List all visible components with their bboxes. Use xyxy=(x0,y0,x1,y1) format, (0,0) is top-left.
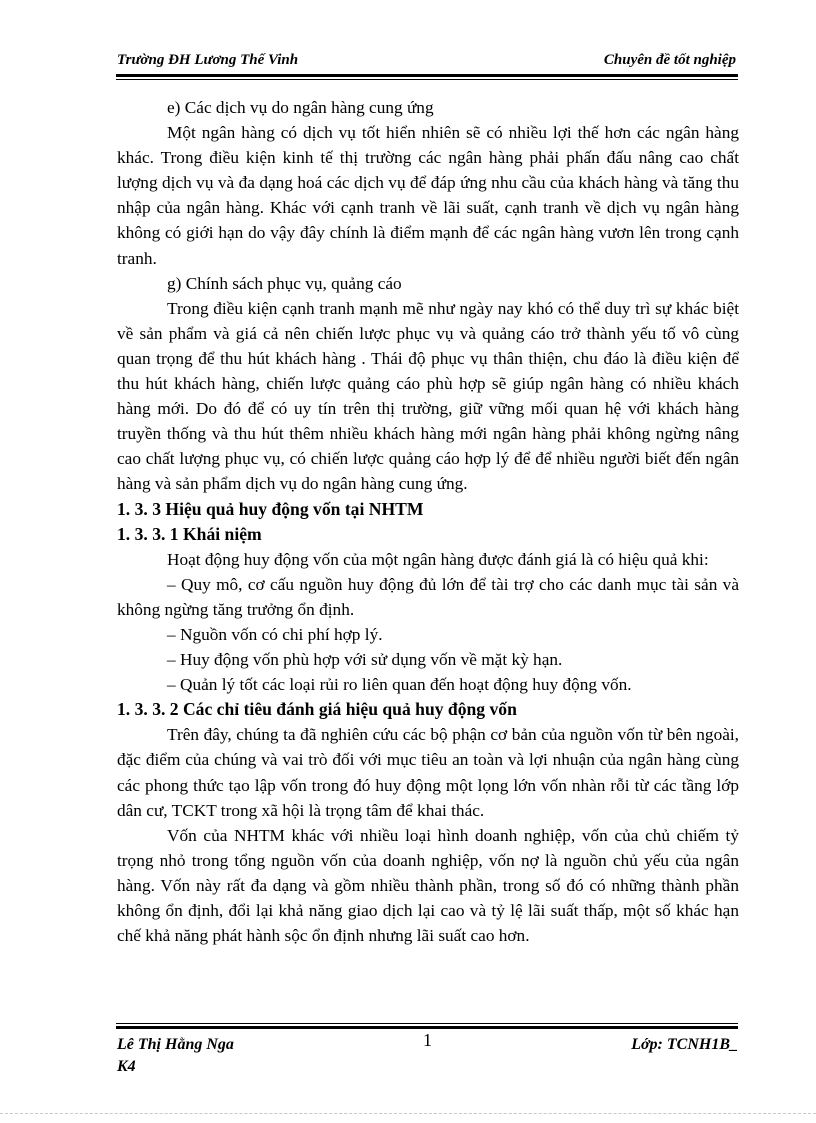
footer-author: Lê Thị Hằng Nga xyxy=(117,1036,234,1053)
header-rule-thick xyxy=(116,74,738,77)
document-body xyxy=(117,95,739,948)
page-number: 1 xyxy=(423,1030,432,1050)
footer-rule-thick xyxy=(116,1026,738,1029)
footer-class: Lớp: TCNH1B_ xyxy=(631,1036,738,1053)
section-heading-1-3-3: 1. 3. 3 Hiệu quả huy động vốn tại NHTM xyxy=(117,498,424,519)
header-school: Trường ĐH Lương Thế Vinh xyxy=(117,52,299,68)
page-break-line xyxy=(0,1113,816,1114)
footer-rule-thin xyxy=(116,1023,738,1024)
bullet-scale: – Quy mô, cơ cấu nguồn huy động đủ lớn để tài trợ cho các danh mục tài sản và không ngừng tăng trưởng ổn định. xyxy=(117,574,739,619)
page-header xyxy=(117,52,738,74)
header-rule-thin xyxy=(116,79,738,80)
bullet-risk: – Quản lý tốt các loại rủi ro liên quan đến hoạt động huy động vốn. xyxy=(167,675,632,695)
paragraph-service-policy: Trong điều kiện cạnh tranh mạnh mẽ như ngày nay khó có thể duy trì sự khác biệt về sản phẩm và giá cả nên chiến lược phục vụ và quảng cáo trở thành yếu tố vô cùng quan trọng để thu hút khách hàng . Thái độ phục vụ thân thiện, chu đáo là điều kiện để thu hút khách hàng, chiến lược quảng cáo phù hợp sẽ giúp ngân hàng có nhiều khách hàng mới. Do đó để có uy tín trên thị trường, giữ vững mối quan hệ với khách hàng truyền thống và thu hút thêm nhiều khách hàng mới ngân hàng phải không ngừng nâng cao chất lượng phục vụ, có chiến lược quảng cáo hợp lý để để nhiều người biết đến ngân hàng và sản phẩm dịch vụ do ngân hàng cung ứng. xyxy=(117,298,739,494)
paragraph-services: Một ngân hàng có dịch vụ tốt hiển nhiên sẽ có nhiều lợi thế hơn các ngân hàng khác. Trong điều kiện kinh tế thị trường các ngân hàng phải phấn đấu nâng cao chất lượng dịch vụ và đa dạng hoá các dịch vụ để đáp ứng nhu cầu của khách hàng và tăng thu nhập của ngân hàng. Khác với cạnh tranh về lãi suất, cạnh tranh về dịch vụ ngân hàng không có giới hạn do vậy đây chính là điểm mạnh để các ngân hàng vươn lên trong cạnh tranh. xyxy=(117,123,739,268)
paragraph-capital: Vốn của NHTM khác với nhiều loại hình doanh nghiệp, vốn của chủ chiếm tỷ trọng nhỏ trong tổng nguồn vốn của doanh nghiệp, vốn nợ là nguồn chủ yếu của ngân hàng. Vốn này rất đa dạng và gồm nhiều thành phần, trong số đó có những thành phần không ổn định, đổi lại khả năng giao dịch lại cao và tỷ lệ lãi suất thấp, một số khác hạn chế khả năng phát hành sộc ổn định nhưng lãi suất cao hơn. xyxy=(117,825,739,946)
footer-cohort: K4 xyxy=(117,1058,136,1075)
section-heading-1-3-3-2: 1. 3. 3. 2 Các chỉ tiêu đánh giá hiệu quả huy động vốn xyxy=(117,699,517,720)
header-report-type: Chuyên đề tốt nghiệp xyxy=(603,52,736,68)
subheading-services: e) Các dịch vụ do ngân hàng cung ứng xyxy=(167,98,434,117)
paragraph-concept: Hoạt động huy động vốn của một ngân hàng được đánh giá là có hiệu quả khi: xyxy=(167,549,709,569)
bullet-term: – Huy động vốn phù hợp với sử dụng vốn về mặt kỳ hạn. xyxy=(167,650,563,670)
subheading-service-policy: g) Chính sách phục vụ, quảng cáo xyxy=(167,273,402,293)
paragraph-sources: Trên đây, chúng ta đã nghiên cứu các bộ phận cơ bản của nguồn vốn từ bên ngoài, đặc điểm của chúng và vai trò đối với mục tiêu an toàn và lợi nhuận của ngân hàng cùng các phong thức tạo lập vốn trong đó huy động một lọng lớn vốn nhàn rỗi từ các tầng lớp dân cư, TCKT trong xã hội là trọng tâm để khai thác. xyxy=(117,725,739,820)
section-heading-1-3-3-1: 1. 3. 3. 1 Khái niệm xyxy=(117,523,262,544)
bullet-cost: – Nguồn vốn có chi phí hợp lý. xyxy=(167,624,383,644)
